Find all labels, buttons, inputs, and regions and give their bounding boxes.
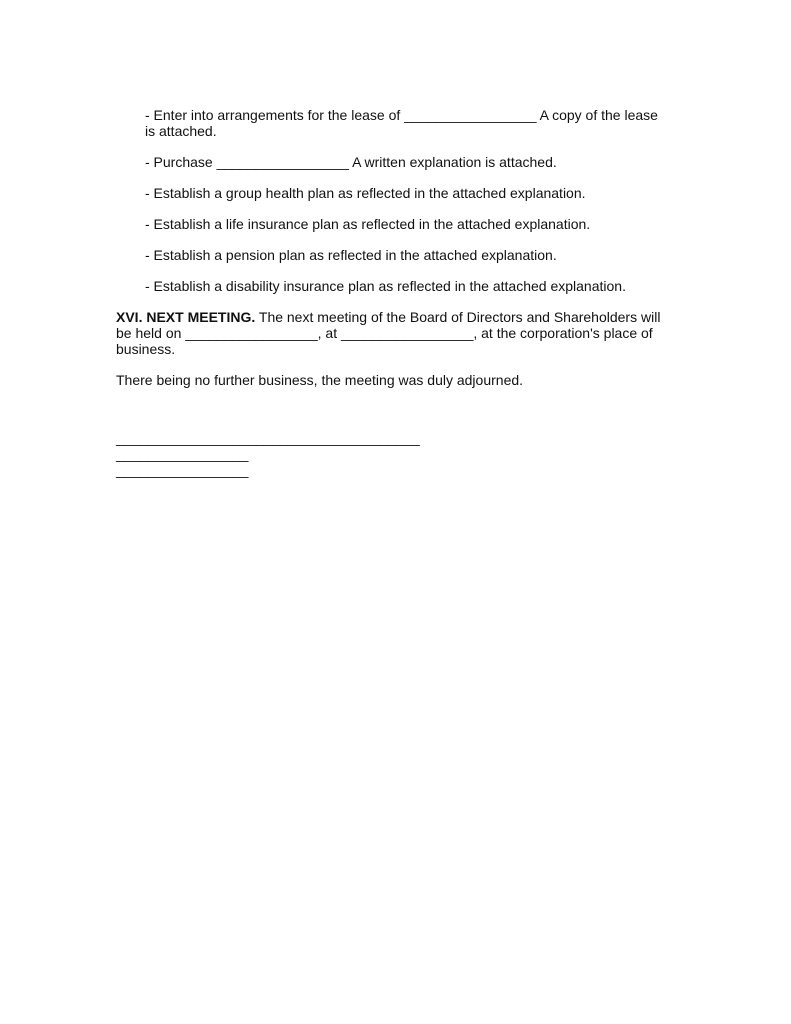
list-item-purchase: - Purchase _________________ A written explanation is attached.: [145, 154, 557, 170]
signature-name-line: _________________: [116, 446, 249, 462]
list-item-life-insurance-plan: - Establish a life insurance plan as reflected in the attached explanation.: [145, 216, 591, 232]
list-item-group-health-plan: - Establish a group health plan as reflected in the attached explanation.: [145, 185, 586, 201]
signature-block: [116, 430, 420, 478]
next-meeting-text: The next meeting of the Board of Directors and Shareholders will be held on _________________, at _________________, at the corporation's place of business.: [116, 309, 661, 357]
signature-title-line: _________________: [116, 462, 249, 478]
next-meeting-heading: XVI. NEXT MEETING.: [116, 309, 256, 325]
list-item-lease: - Enter into arrangements for the lease of _________________ A copy of the lease is attached.: [145, 107, 658, 139]
signature-line: _______________________________________: [116, 430, 420, 446]
list-item-pension-plan: - Establish a pension plan as reflected in the attached explanation.: [145, 247, 557, 263]
next-meeting-paragraph: [116, 309, 666, 357]
list-item-disability-insurance-plan: - Establish a disability insurance plan as reflected in the attached explanation.: [145, 278, 626, 294]
closing-paragraph: There being no further business, the meeting was duly adjourned.: [116, 372, 524, 388]
document-body: [116, 107, 666, 403]
